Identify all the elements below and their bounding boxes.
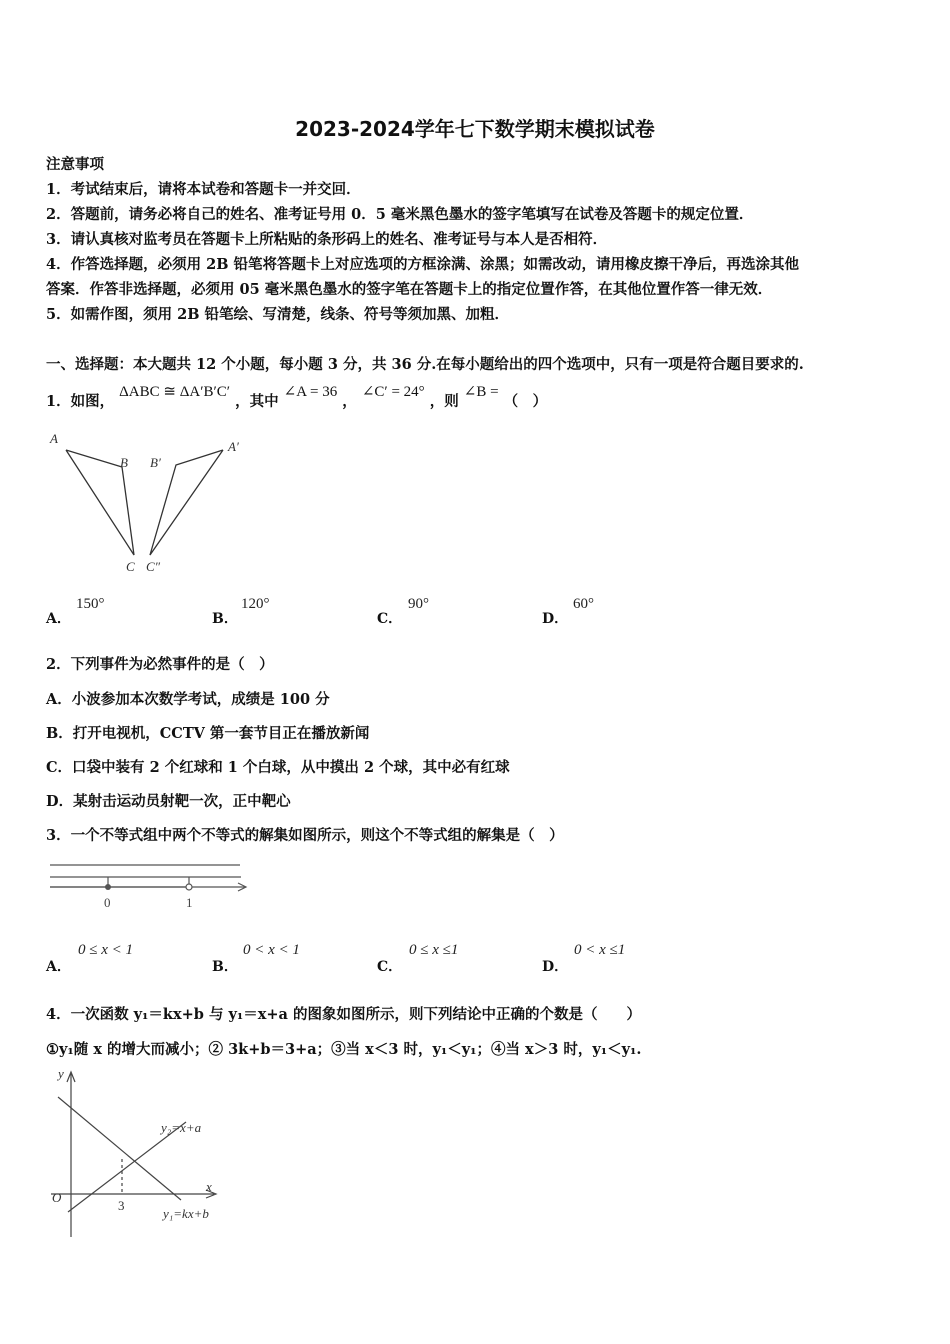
q2-option-d: D．某射击运动员射靶一次，正中靶心 xyxy=(46,793,291,810)
q4-graph-figure xyxy=(46,1062,236,1242)
q3-option-d-label: D． xyxy=(542,959,569,975)
q3-option-c-value: 0 ≤ x ≤1 xyxy=(409,942,459,958)
q3-option-b-label: B． xyxy=(212,959,238,975)
label-b: B xyxy=(120,455,128,470)
triangle-a2b2c2 xyxy=(150,450,223,555)
q4-conditions: ①y₁随 x 的增大而减小；② 3k+b＝3+a；③当 x＜3 时，y₁＜y₁；④当 x＞3 时，y₁＜y₁. xyxy=(46,1041,642,1058)
q1-angle-a: ∠A = 36 xyxy=(283,384,338,400)
label-c: C xyxy=(126,559,135,574)
q1-angle-b: ∠B = xyxy=(463,384,499,400)
note-item: 3．请认真核对监考员在答题卡上所粘贴的条形码上的姓名、准考证号与本人是否相符． xyxy=(46,231,608,248)
q1-triangles-figure xyxy=(40,425,260,585)
note-item: 4．作答选择题，必须用 2B 铅笔将答题卡上对应选项的方框涂满、涂黑；如需改动，请用橡皮擦干净后，再选涂其他 xyxy=(46,256,800,273)
q3-option-c-label: C． xyxy=(377,959,403,975)
line-y1-decreasing xyxy=(58,1097,181,1200)
axis-label-y: y xyxy=(58,1066,64,1081)
section-heading: 一、选择题：本大题共 12 个小题，每小题 3 分，共 36 分.在每小题给出的四个选项中，只有一项是符合题目要求的. xyxy=(46,356,804,373)
q2-option-c: C．口袋中装有 2 个红球和 1 个白球，从中摸出 2 个球，其中必有红球 xyxy=(46,759,510,776)
tick-one: 1 xyxy=(186,895,193,910)
q3-stem: 3．一个不等式组中两个不等式的解集如图所示，则这个不等式组的解集是（ ） xyxy=(46,827,564,844)
line-y2-increasing xyxy=(68,1122,186,1212)
q1-option-b-label: B． xyxy=(212,611,238,627)
q1-option-c-value: 90° xyxy=(408,596,429,612)
note-item: 1．考试结束后，请将本试卷和答题卡一并交回． xyxy=(46,181,361,198)
q1-option-d-label: D． xyxy=(542,611,569,627)
note-item: 2．答题前，请务必将自己的姓名、准考证号用 0．5 毫米黑色墨水的签字笔填写在试卷及答题卡的规定位置． xyxy=(46,206,754,223)
q1-sep: ， xyxy=(342,393,357,410)
q2-stem: 2．下列事件为必然事件的是（ ） xyxy=(46,656,274,673)
point-one-open xyxy=(186,884,192,890)
q1-congruence: ΔABC ≅ ΔA′B′C′ xyxy=(119,384,231,400)
point-zero-closed xyxy=(105,884,111,890)
q1-mid1: ，其中 xyxy=(235,393,279,410)
label-c-prime: C″ xyxy=(146,559,161,574)
q3-option-a-label: A． xyxy=(46,959,71,975)
q1-option-c-label: C． xyxy=(377,611,403,627)
q1-option-b-value: 120° xyxy=(241,596,270,612)
q2-option-a: A．小波参加本次数学考试，成绩是 100 分 xyxy=(46,691,330,708)
q3-option-a-value: 0 ≤ x < 1 xyxy=(78,942,134,958)
q3-option-b-value: 0 < x < 1 xyxy=(243,942,300,958)
q3-number-line-figure xyxy=(46,860,251,915)
q2-option-b: B．打开电视机，CCTV 第一套节目正在播放新闻 xyxy=(46,725,370,742)
label-a-prime: A′ xyxy=(228,439,239,454)
q1-option-a-value: 150° xyxy=(76,596,105,612)
origin-label: O xyxy=(52,1190,62,1205)
q1-mid2: ，则 xyxy=(429,393,459,410)
label-a: A xyxy=(50,431,58,446)
q1-stem xyxy=(46,384,548,411)
notes-heading: 注意事项 xyxy=(46,156,104,173)
q1-paren: （ ） xyxy=(503,393,548,410)
q3-option-d-value: 0 < x ≤1 xyxy=(574,942,626,958)
note-item: 答案．作答非选择题，必须用 05 毫米黑色墨水的签字笔在答题卡上的指定位置作答，在其他位置作答一律无效． xyxy=(46,281,773,298)
label-b-prime: B′ xyxy=(150,455,161,470)
line-label-y2: y₂=x+a xyxy=(161,1120,202,1135)
q4-stem: 4．一次函数 y₁＝kx+b 与 y₁＝x+a 的图象如图所示，则下列结论中正确的个数是（ ） xyxy=(46,1006,641,1023)
q1-angle-c: ∠C′ = 24° xyxy=(361,384,425,400)
note-item: 5．如需作图，须用 2B 铅笔绘、写清楚，线条、符号等须加黑、加粗． xyxy=(46,306,510,323)
q1-option-d-value: 60° xyxy=(573,596,594,612)
tick-zero: 0 xyxy=(104,895,111,910)
tick-three: 3 xyxy=(118,1198,125,1213)
q1-option-a-label: A． xyxy=(46,611,71,627)
page-title: 2023-2024学年七下数学期末模拟试卷 xyxy=(295,117,655,141)
line-label-y1: y₁=kx+b xyxy=(163,1206,209,1221)
axis-label-x: x xyxy=(206,1179,212,1194)
q1-prefix: 1．如图， xyxy=(46,393,115,410)
